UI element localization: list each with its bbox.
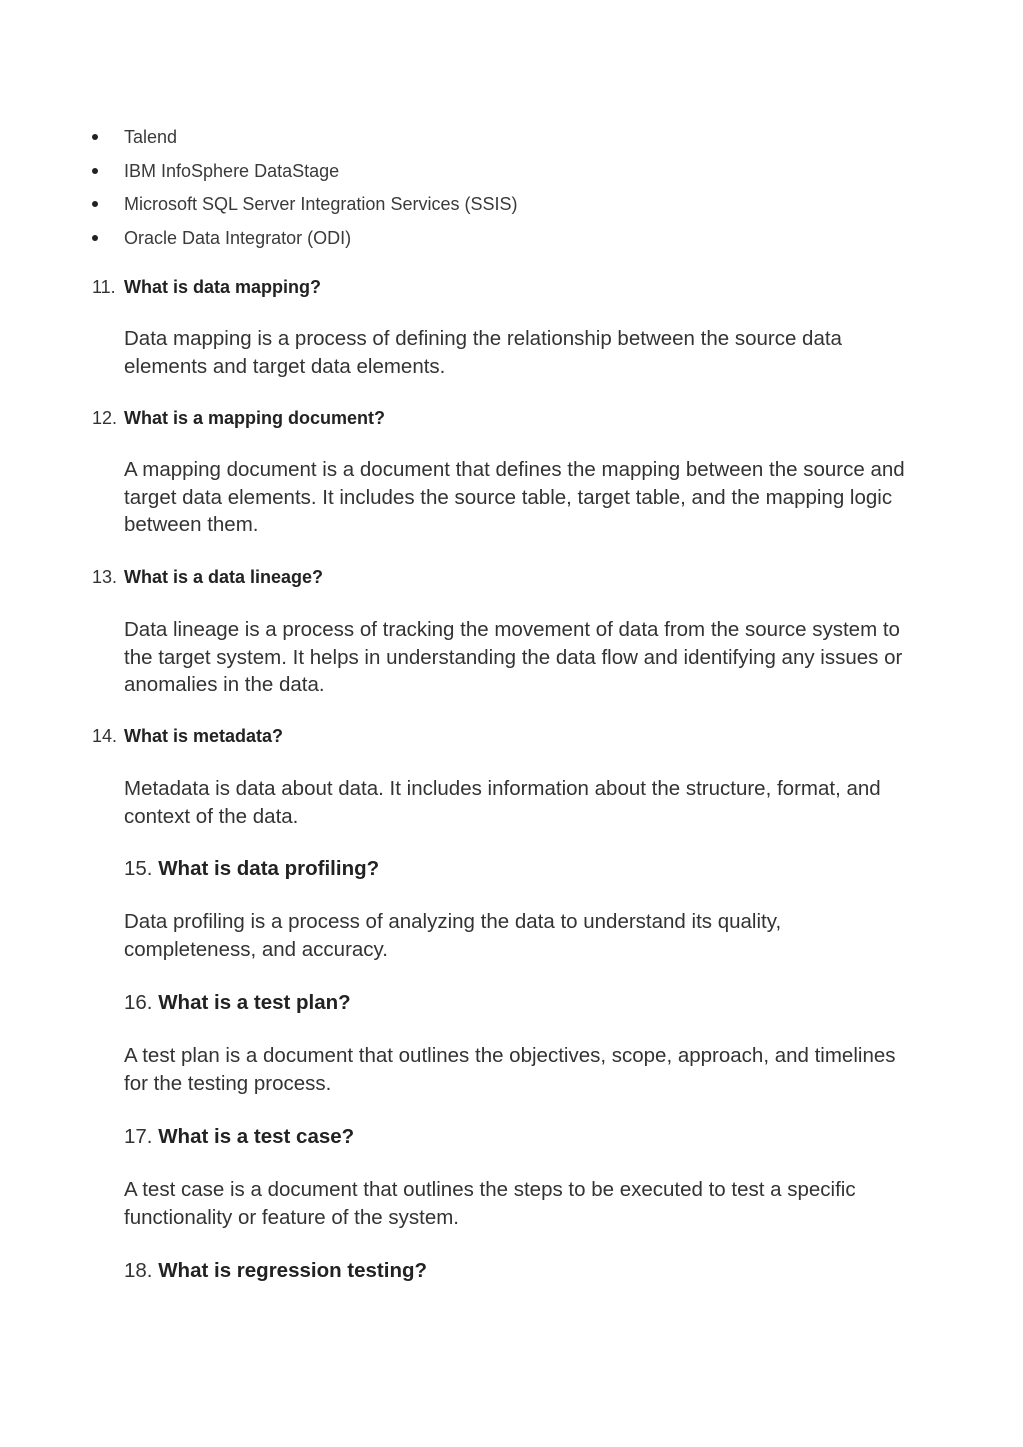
question-number: 16. xyxy=(124,991,153,1014)
question-text: What is data mapping? xyxy=(124,277,322,297)
question-heading-11 xyxy=(92,275,321,299)
question-heading-13 xyxy=(92,565,323,589)
bullet-icon xyxy=(92,201,98,207)
answer-paragraph-16: A test plan is a document that outlines the objectives, scope, approach, and timelines for the testing process. xyxy=(124,1044,896,1095)
question-heading-18 xyxy=(124,1258,427,1284)
question-heading-17 xyxy=(124,1124,354,1150)
tools-bullet-list xyxy=(92,124,517,258)
question-text: What is regression testing? xyxy=(158,1259,428,1282)
list-item xyxy=(92,158,517,192)
question-text: What is data profiling? xyxy=(158,857,380,880)
question-text: What is a test case? xyxy=(158,1125,355,1148)
answer-paragraph-17: A test case is a document that outlines the steps to be executed to test a specific functionality or feature of the system. xyxy=(124,1178,856,1229)
question-text: What is a test plan? xyxy=(158,991,351,1014)
question-text: What is a mapping document? xyxy=(124,408,386,428)
list-item xyxy=(92,225,517,259)
question-number: 12. xyxy=(92,408,118,428)
question-number: 14. xyxy=(92,726,118,746)
list-item xyxy=(92,191,517,225)
answer-paragraph-13: Data lineage is a process of tracking the movement of data from the source system to the target system. It helps in understanding the data flow and identifying any issues or anomalies in the data. xyxy=(124,618,903,696)
bullet-icon xyxy=(92,134,98,140)
question-text: What is metadata? xyxy=(124,726,284,746)
question-text: What is a data lineage? xyxy=(124,567,324,587)
list-item-text: Talend xyxy=(124,127,178,147)
question-number: 15. xyxy=(124,857,153,880)
bullet-icon xyxy=(92,235,98,241)
list-item xyxy=(92,124,517,158)
question-number: 11. xyxy=(92,277,116,297)
list-item-text: Oracle Data Integrator (ODI) xyxy=(124,227,352,248)
question-heading-14 xyxy=(92,724,283,748)
bullet-icon xyxy=(92,168,98,174)
question-number: 13. xyxy=(92,567,118,587)
question-number: 17. xyxy=(124,1125,153,1148)
question-heading-12 xyxy=(92,406,385,430)
answer-paragraph-11: Data mapping is a process of defining the relationship between the source data elements and target data elements. xyxy=(124,327,842,378)
answer-paragraph-15: Data profiling is a process of analyzing the data to understand its quality, completeness, and accuracy. xyxy=(124,910,782,961)
list-item-text: Microsoft SQL Server Integration Services (SSIS) xyxy=(124,194,518,214)
answer-paragraph-12: A mapping document is a document that defines the mapping between the source and target data elements. It includes the source table, target table, and the mapping logic between them. xyxy=(124,458,905,536)
question-heading-15 xyxy=(124,856,379,882)
question-number: 18. xyxy=(124,1259,153,1282)
list-item-text: IBM InfoSphere DataStage xyxy=(124,160,340,181)
answer-paragraph-14: Metadata is data about data. It includes information about the structure, format, and context of the data. xyxy=(124,777,881,828)
question-heading-16 xyxy=(124,990,351,1016)
